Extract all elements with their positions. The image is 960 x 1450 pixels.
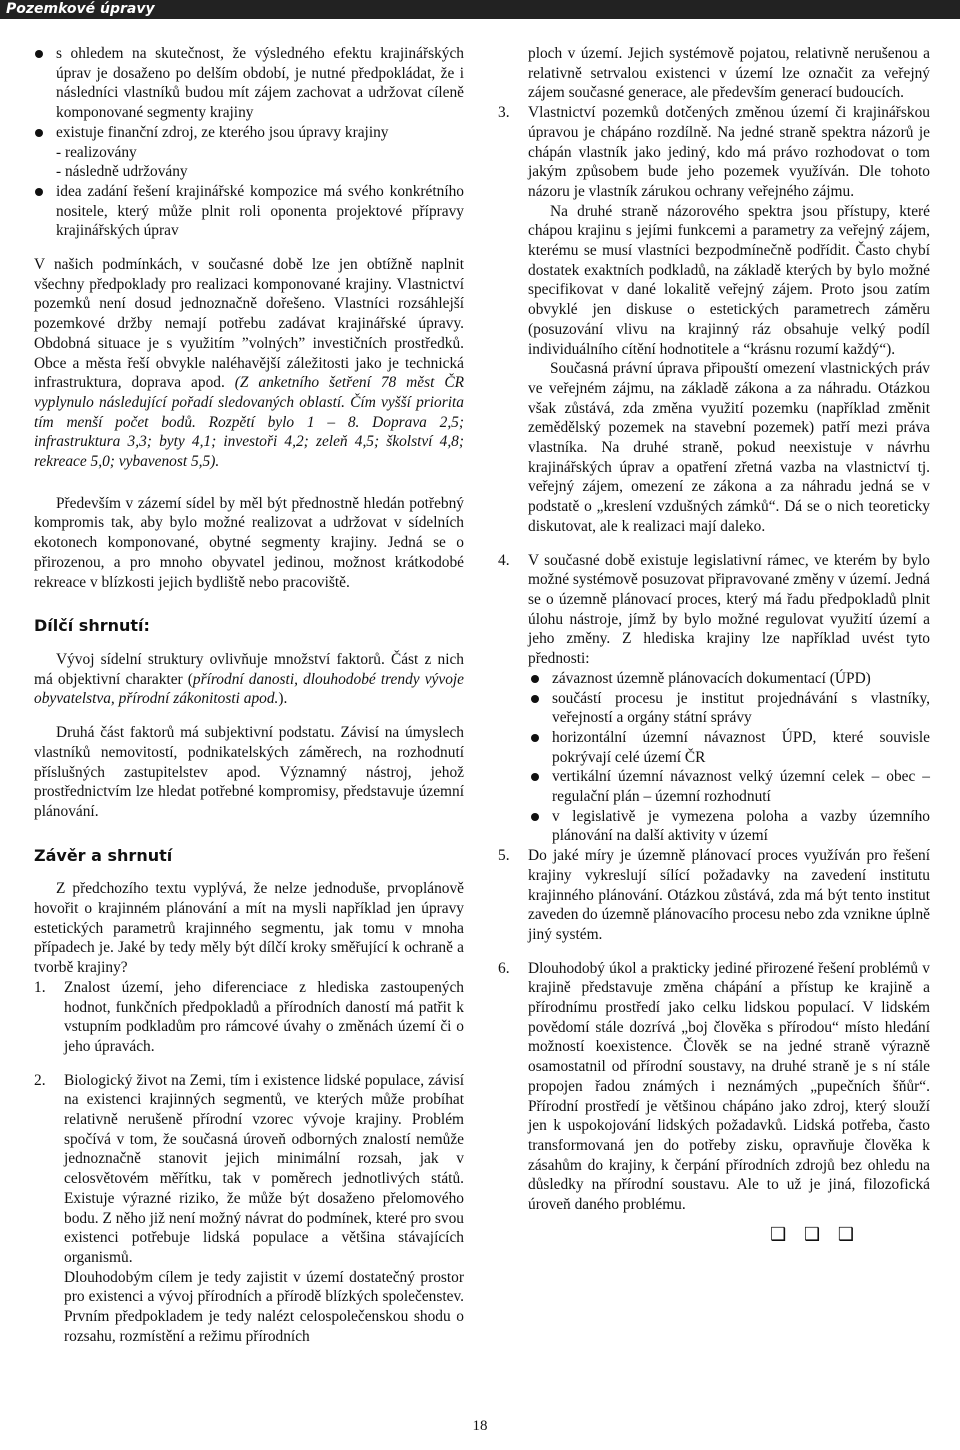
list-item: závaznost územně plánovacích dokumentací (ÚPD) — [528, 669, 930, 689]
paragraph: Především v zázemí sídel by měl být přednostně hledán potřebný kompromis tak, aby bylo možné realizovat a udržovat v sídelních ekotonech komponované, obytné segmenty krajiny. Jedná se o přirozenou, a pro mnoho obyvatel jedinou, možnost krátkodobé rekreace v blízkosti jejich bydliště nebo pracoviště. — [34, 494, 464, 591]
list-item: horizontální územní návaznost ÚPD, které souvisle pokrývají celé území ČR — [528, 728, 930, 767]
right-column — [498, 44, 930, 1244]
list-item — [34, 978, 464, 1057]
left-column — [34, 44, 464, 1346]
list-item: vertikální územní návaznost velký územní celek – obec – regulační plán – územní rozhodnutí — [528, 767, 930, 806]
left-bullet-list — [34, 44, 464, 241]
list-item — [498, 551, 930, 669]
paragraph-text: ). — [278, 690, 288, 708]
item-text: Dlouhodobý úkol a prakticky jediné přirozené řešení problémů v krajině představuje změna chápání a přístup ke krajině a přírodnímu prostředí jako celku lidskou populací. V lidském povědomí stále dozrívá „boj člověka s přírodou“ místo hledání možností koexistence. Člověk se na jedné straně výrazně osamostatnil od přírodní soustavy, na druhé straně je s ní stále propojen řadou známých i neznámých „pupečních šňůr“. Přírodní prostředí je většinou chápáno jako zdroj, který slouží jen k uspokojování lidských požadavků. Lidská potřeba, často transformovaná jen do potřeby zisku, opravňuje člověka k zásahům do krajiny, k čerpání přírodních zdrojů bez ohledu na důsledky na přírodní soustavu. Ale to už je jiná, filozofická úroveň daného problému. — [528, 959, 930, 1214]
sub-item: - realizovány — [56, 143, 137, 161]
paragraph: Z předchozího textu vyplývá, že nelze jednoduše, prvoplánově hovořit o krajinném plánování a mít na mysli například jen úpravy estetických parametrů krajinného segmentu, jak tomu v mnoha případech je. Jaké by tedy měly být dílčí kroky směřující k ochraně a tvorbě krajiny? — [34, 880, 464, 977]
paragraph-text: V našich podmínkách, v současné době lze jen obtížně naplnit všechny předpoklady pro realizaci komponované krajiny. Vlastnictví pozemků není dosud jednoznačně dořešeno. Vlastníci rozsáhlejší pozemkové držby nemají potřebu zadávat krajinářské úpravy. Obdobná situace je s využitím ”volných” investičních prostředků. Obce a města řeší obvykle naléhavější záležitosti jako je technická infrastruktura, doprava apod. — [34, 256, 464, 392]
list-item — [34, 123, 464, 182]
list-item — [34, 182, 464, 241]
header-title: Pozemkové úpravy — [6, 1, 155, 17]
bullet-text: idea zadání řešení krajinářské kompozice má svého konkrétního nositele, který může plnit roli oponenta projektové přípravy krajinářských úprav — [56, 182, 464, 240]
list-item — [498, 846, 930, 945]
sub-item: - následně udržovány — [56, 163, 188, 181]
item-text: Současná právní úprava připouští omezení vlastnických práv ve veřejném zájmu, na základě zákona a za náhradu. Otázkou však zůstává, zda změna využití pozemku (například změnit zemědělský pozemek na stavební pozemek) patří mezi práva vlastníka. Na druhé straně, pokud neexistuje v návrhu krajinářských úprav a opatření zřetná vazba na vlastnictví tj. veřejný zájem, omezení ze zákona a za náhradu jedná se v podstatě o „kreslení vzdušných zámků“. Dá se o nich teoreticky diskutovat, ale k realizaci mají daleko. — [528, 360, 930, 535]
paragraph — [34, 255, 464, 472]
paragraph-italic: (Z anketního šetření 78 měst ČR vyplynulo následující pořadí sledovaných oblastí. Čím vyšší priorita tím menší počet bodů. Rozpětí bylo 1 – 8. Doprava 2,5; infrastruktura 3,3; byty 4,1; investoři 4,2; zeleň 4,5; školství 4,8; rekreace 5,0; vybavenost 5,5). — [34, 374, 464, 471]
numbered-list — [498, 846, 930, 1215]
paragraph: ploch v území. Jejich systémově pojatou, relativně nerušenou a relativně setrvalou existenci v území lze označit za veřejný zájem současné generace, ale především generací budoucích. — [528, 45, 930, 102]
list-item — [498, 959, 930, 1215]
paragraph-italic: přírodní danosti, dlouhodobé trendy vývoje obyvatelstva, přírodní zákonitosti apod. — [34, 670, 464, 708]
numbered-list — [498, 103, 930, 669]
list-item — [498, 103, 930, 536]
item-number: 6. — [498, 959, 510, 977]
header-bar — [0, 0, 960, 19]
item-text: Dlouhodobým cílem je tedy zajistit v území dostatečný prostor pro existenci a vývoj přírodních a přírodě blízkých společenstev. Prvním předpokladem je tedy nalézt celospolečenskou shodu o rozsahu, rozmístění a režimu přírodních — [64, 1268, 464, 1345]
item-number: 4. — [498, 551, 510, 569]
page-number: 18 — [472, 1418, 488, 1434]
item-text: Znalost území, jeho diferenciace z hlediska zastoupených hodnot, funkčních předpokladů a přírodních daností má patřit k vstupním podkladům pro rámcové úvahy o změnách území či o jeho úpravách. — [64, 978, 464, 1055]
item-text: Na druhé straně názorového spektra jsou přístupy, které chápou krajinu s jejími funkcemi a parametry za veřejný zájem, kterému se musí vlastníci bezpodmínečně podřídit. Často chybí dostatek exaktních podkladů, na základě kterých by bylo možné specifikovat v dané lokalitě veřejný zájem. Proto jsou zatím obvyklé jen diskuse o estetických parametrech záměru (posuzování vlivu na krajinný ráz obsahuje velký podíl individuálního cítění hodnotitele a “krásnu rozumí každý“). — [528, 202, 930, 358]
section-title: Závěr a shrnutí — [34, 845, 173, 865]
numbered-list — [34, 978, 464, 1347]
right-bullet-list — [498, 669, 930, 846]
item-number: 1. — [34, 978, 46, 996]
end-marks-icon: ❑ ❑ ❑ — [770, 1223, 860, 1245]
item-number: 5. — [498, 847, 510, 865]
section-title: Dílčí shrnutí: — [34, 616, 150, 636]
bullet-text: existuje finanční zdroj, ze kterého jsou úpravy krajiny — [56, 123, 389, 141]
list-item — [34, 1071, 464, 1347]
item-text: Vlastnictví pozemků dotčených změnou území či krajinářskou úpravou je chápáno rozdílně. Na jedné straně spektra názorů je chápán vlastník jako jediný, kdo má právo rozhodovat o tom jakým způsobem bude jeho pozemek využíván. Dle tohoto názoru je vlastník zárukou ochrany veřejného zájmu. — [528, 104, 930, 200]
item-text: V současné době existuje legislativní rámec, ve kterém by bylo možné systémově posuzovat připravované změny v území. Jedná se o územně plánovací proces, který má řadu předpokladů plnit úlohu nástroje, jímž by bylo možné regulovat využití území a jeho změny. Z hlediska krajiny lze například uvést tyto přednosti: — [528, 551, 930, 668]
item-number: 2. — [34, 1071, 46, 1089]
list-item: v legislativě je vymezena poloha a vazby územního plánování na další aktivity v území — [528, 807, 930, 846]
paragraph — [34, 650, 464, 709]
item-text: Do jaké míry je územně plánovací proces využíván pro řešení krajiny vykreslují sílící požadavky na zavedení institutu krajinného plánování. Otázkou zůstává, zda má být tento institut zaveden do územně plánovacího procesu nebo zda vznikne úplně jiný systém. — [528, 847, 930, 943]
paragraph: Druhá část faktorů má subjektivní podstatu. Závisí na úmyslech vlastníků nemovitostí, podnikatelských záměrech, na rozhodnutí příslušných zastupitelstev apod. Významný nástroj, jehož prostřednictvím lze hledat potřebné kompromisy, představuje územní plánování. — [34, 724, 464, 820]
item-text: Biologický život na Zemi, tím i existence lidské populace, závisí na existenci krajinných segmentů, ve kterých může probíhat relativně nerušeně přírodní vzorec vývoje krajiny. Problém spočívá v tom, že současná úroveň odborných znalostí nemůže jednoznačně stanovit jejich minimální rozsah, jak v celosvětovém měřítku, tak v poměrech jednotlivých států. Existuje výrazné riziko, že může být dosaženo přelomového bodu. Z něho již není možný návrat do podmínek, které pro svou existenci potřebuje lidská populace a většina stávajících organismů. — [64, 1071, 464, 1266]
bullet-text: s ohledem na skutečnost, že výsledného efektu krajinářských úprav je dosaženo po delším období, je nutné předpokládat, že i následníci vlastníků budou mít zájem zachovat a udržovat cíleně komponované segmenty krajiny — [56, 45, 464, 122]
list-item — [34, 44, 464, 123]
list-item: součástí procesu je institut projednávání s vlastníky, veřejností a orgány státní správy — [528, 689, 930, 728]
paragraph-text: Vývoj sídelní struktury ovlivňuje množství faktorů. Část z nich má objektivní charakter ( — [34, 650, 464, 688]
item-number: 3. — [498, 104, 510, 122]
